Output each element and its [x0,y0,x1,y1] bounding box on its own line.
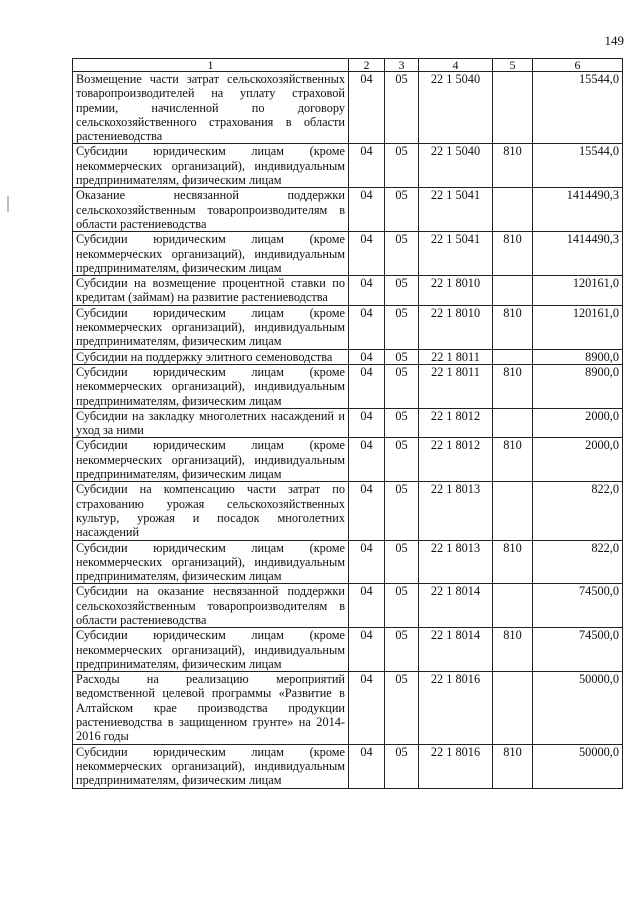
row-subsection: 05 [385,438,419,482]
row-section: 04 [349,438,385,482]
row-description: Оказание несвязанной поддержки сельскохозяйственным товаропроизводителям в области растениеводства [73,188,349,232]
table-row [73,144,623,188]
row-subsection: 05 [385,672,419,744]
row-section: 04 [349,305,385,349]
row-target-item: 22 1 5040 [419,72,493,144]
row-subsection: 05 [385,232,419,276]
row-target-item: 22 1 8012 [419,438,493,482]
row-target-item: 22 1 8011 [419,364,493,408]
row-expense-type: 810 [493,438,533,482]
table-row [73,364,623,408]
row-amount: 15544,0 [533,72,623,144]
table-row [73,276,623,306]
row-description: Субсидии на возмещение процентной ставки по кредитам (займам) на развитие растениеводства [73,276,349,306]
row-expense-type [493,672,533,744]
row-target-item: 22 1 8013 [419,540,493,584]
row-expense-type [493,482,533,540]
row-subsection: 05 [385,72,419,144]
row-description: Субсидии на компенсацию части затрат по страхованию урожая сельскохозяйственных культур, урожая и посадок многолетних насаждений [73,482,349,540]
row-section: 04 [349,540,385,584]
row-subsection: 05 [385,364,419,408]
row-target-item: 22 1 5040 [419,144,493,188]
row-subsection: 05 [385,744,419,788]
row-description: Расходы на реализацию мероприятий ведомственной целевой программы «Развитие в Алтайском крае производства продукции растениеводства в защищенном грунте» на 2014-2016 годы [73,672,349,744]
row-target-item: 22 1 8013 [419,482,493,540]
row-amount: 74500,0 [533,628,623,672]
row-expense-type: 810 [493,364,533,408]
row-expense-type: 810 [493,144,533,188]
row-target-item: 22 1 8014 [419,628,493,672]
header-cell-4: 4 [419,59,493,72]
header-cell-1: 1 [73,59,349,72]
header-cell-5: 5 [493,59,533,72]
row-description: Субсидии юридическим лицам (кроме некоммерческих организаций), индивидуальным предпринимателям, физическим лицам [73,305,349,349]
row-amount: 50000,0 [533,744,623,788]
header-cell-3: 3 [385,59,419,72]
table-row [73,628,623,672]
row-amount: 822,0 [533,540,623,584]
row-subsection: 05 [385,628,419,672]
row-amount: 1414490,3 [533,188,623,232]
row-expense-type [493,276,533,306]
row-amount: 2000,0 [533,438,623,482]
row-description: Субсидии юридическим лицам (кроме некоммерческих организаций), индивидуальным предпринимателям, физическим лицам [73,144,349,188]
row-description: Субсидии юридическим лицам (кроме некоммерческих организаций), индивидуальным предпринимателям, физическим лицам [73,232,349,276]
row-target-item: 22 1 8010 [419,276,493,306]
header-row [73,59,623,72]
row-expense-type [493,349,533,364]
page-number: 149 [604,33,624,48]
table-row [73,744,623,788]
table-row [73,584,623,628]
row-target-item: 22 1 8016 [419,744,493,788]
row-target-item: 22 1 8014 [419,584,493,628]
row-description: Субсидии на поддержку элитного семеноводства [73,349,349,364]
row-target-item: 22 1 8010 [419,305,493,349]
header-cell-2: 2 [349,59,385,72]
row-description: Возмещение части затрат сельскохозяйственных товаропроизводителей на уплату страховой премии, начисленной по договору сельскохозяйственного страхования в области растениеводства [73,72,349,144]
row-section: 04 [349,408,385,438]
row-expense-type: 810 [493,305,533,349]
table-row [73,482,623,540]
row-section: 04 [349,276,385,306]
row-description: Субсидии юридическим лицам (кроме некоммерческих организаций), индивидуальным предпринимателям, физическим лицам [73,744,349,788]
row-section: 04 [349,482,385,540]
row-target-item: 22 1 8011 [419,349,493,364]
row-subsection: 05 [385,188,419,232]
row-section: 04 [349,232,385,276]
row-amount: 15544,0 [533,144,623,188]
row-amount: 822,0 [533,482,623,540]
table-body [73,72,623,789]
table-row [73,72,623,144]
row-expense-type: 810 [493,232,533,276]
row-expense-type [493,408,533,438]
row-amount: 8900,0 [533,349,623,364]
table-row [73,232,623,276]
budget-table [72,58,623,789]
row-amount: 120161,0 [533,276,623,306]
header-cell-6: 6 [533,59,623,72]
row-target-item: 22 1 5041 [419,232,493,276]
row-amount: 8900,0 [533,364,623,408]
row-expense-type [493,72,533,144]
row-expense-type [493,188,533,232]
row-section: 04 [349,744,385,788]
table-row [73,188,623,232]
table-row [73,305,623,349]
row-amount: 2000,0 [533,408,623,438]
table-row [73,672,623,744]
row-section: 04 [349,672,385,744]
table-row [73,349,623,364]
row-subsection: 05 [385,144,419,188]
row-expense-type [493,584,533,628]
row-description: Субсидии юридическим лицам (кроме некоммерческих организаций), индивидуальным предпринимателям, физическим лицам [73,540,349,584]
row-subsection: 05 [385,305,419,349]
table-row [73,438,623,482]
row-description: Субсидии юридическим лицам (кроме некоммерческих организаций), индивидуальным предпринимателям, физическим лицам [73,438,349,482]
row-target-item: 22 1 5041 [419,188,493,232]
row-description: Субсидии на оказание несвязанной поддержки сельскохозяйственным товаропроизводителям в области растениеводства [73,584,349,628]
row-section: 04 [349,584,385,628]
row-expense-type: 810 [493,628,533,672]
row-target-item: 22 1 8016 [419,672,493,744]
row-subsection: 05 [385,584,419,628]
row-section: 04 [349,628,385,672]
row-amount: 120161,0 [533,305,623,349]
row-section: 04 [349,144,385,188]
row-description: Субсидии юридическим лицам (кроме некоммерческих организаций), индивидуальным предпринимателям, физическим лицам [73,628,349,672]
table-row [73,540,623,584]
row-subsection: 05 [385,349,419,364]
row-amount: 74500,0 [533,584,623,628]
row-subsection: 05 [385,540,419,584]
row-amount: 50000,0 [533,672,623,744]
row-section: 04 [349,349,385,364]
table-row [73,408,623,438]
row-subsection: 05 [385,276,419,306]
row-section: 04 [349,188,385,232]
row-target-item: 22 1 8012 [419,408,493,438]
row-subsection: 05 [385,408,419,438]
row-description: Субсидии на закладку многолетних насаждений и уход за ними [73,408,349,438]
row-description: Субсидии юридическим лицам (кроме некоммерческих организаций), индивидуальным предпринимателям, физическим лицам [73,364,349,408]
row-section: 04 [349,364,385,408]
row-subsection: 05 [385,482,419,540]
row-expense-type: 810 [493,744,533,788]
margin-mark [7,196,9,212]
row-amount: 1414490,3 [533,232,623,276]
row-expense-type: 810 [493,540,533,584]
row-section: 04 [349,72,385,144]
